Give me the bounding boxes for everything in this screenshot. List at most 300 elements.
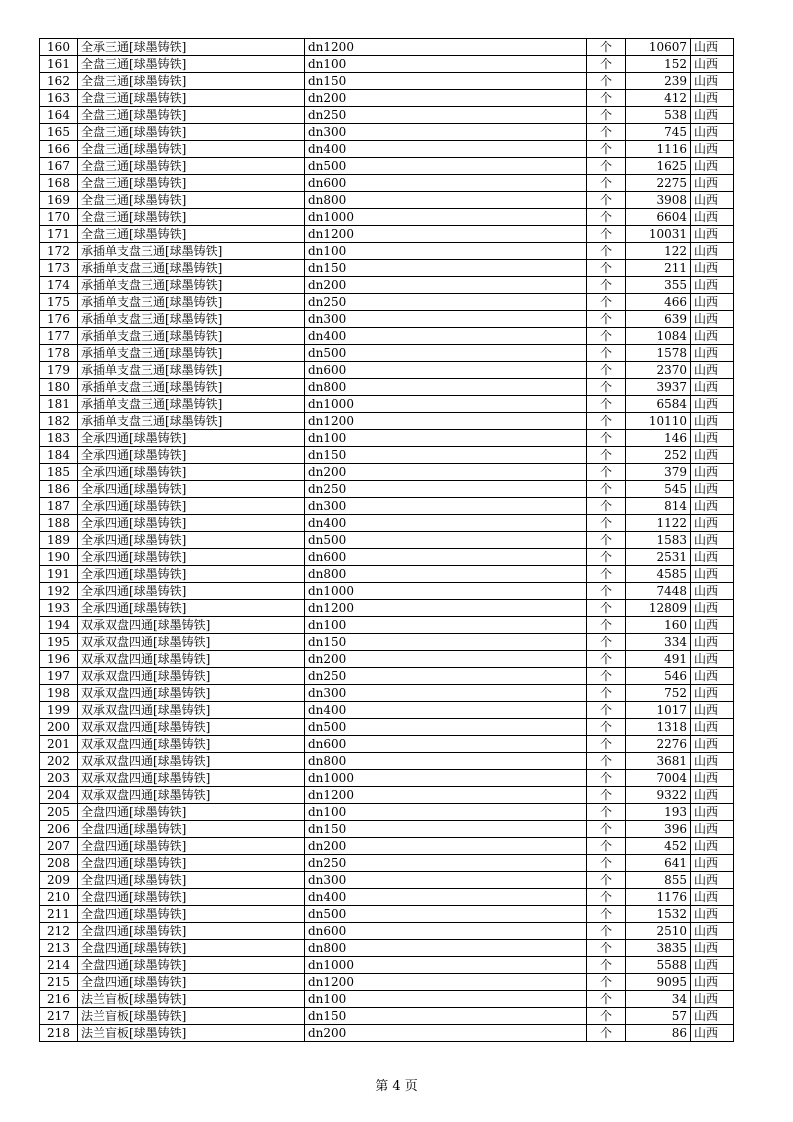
item-region: 山西 (691, 617, 734, 634)
item-unit: 个 (587, 668, 626, 685)
item-name: 承插单支盘三通[球墨铸铁] (78, 328, 305, 345)
item-region: 山西 (691, 226, 734, 243)
table-row (40, 855, 734, 872)
item-name: 双承双盘四通[球墨铸铁] (78, 702, 305, 719)
item-price: 7004 (626, 770, 691, 787)
item-unit: 个 (587, 889, 626, 906)
row-number: 203 (40, 770, 78, 787)
item-name: 全承四通[球墨铸铁] (78, 515, 305, 532)
row-number: 173 (40, 260, 78, 277)
item-unit: 个 (587, 124, 626, 141)
item-region: 山西 (691, 1025, 734, 1042)
item-unit: 个 (587, 260, 626, 277)
item-region: 山西 (691, 753, 734, 770)
item-unit: 个 (587, 940, 626, 957)
item-region: 山西 (691, 719, 734, 736)
item-region: 山西 (691, 56, 734, 73)
item-unit: 个 (587, 719, 626, 736)
row-number: 172 (40, 243, 78, 260)
table-row (40, 277, 734, 294)
row-number: 161 (40, 56, 78, 73)
item-region: 山西 (691, 566, 734, 583)
item-unit: 个 (587, 345, 626, 362)
item-spec: dn500 (305, 158, 587, 175)
item-price: 7448 (626, 583, 691, 600)
item-spec: dn800 (305, 379, 587, 396)
item-region: 山西 (691, 583, 734, 600)
item-region: 山西 (691, 855, 734, 872)
item-price: 9322 (626, 787, 691, 804)
item-unit: 个 (587, 685, 626, 702)
item-unit: 个 (587, 464, 626, 481)
item-unit: 个 (587, 906, 626, 923)
table-row (40, 124, 734, 141)
item-price: 3908 (626, 192, 691, 209)
table-row (40, 957, 734, 974)
row-number: 186 (40, 481, 78, 498)
item-spec: dn100 (305, 804, 587, 821)
item-price: 641 (626, 855, 691, 872)
row-number: 164 (40, 107, 78, 124)
item-unit: 个 (587, 838, 626, 855)
table-row (40, 889, 734, 906)
table-row (40, 481, 734, 498)
row-number: 217 (40, 1008, 78, 1025)
table-row (40, 872, 734, 889)
item-region: 山西 (691, 974, 734, 991)
item-spec: dn200 (305, 838, 587, 855)
item-region: 山西 (691, 328, 734, 345)
item-name: 承插单支盘三通[球墨铸铁] (78, 260, 305, 277)
row-number: 192 (40, 583, 78, 600)
item-unit: 个 (587, 362, 626, 379)
item-price: 1084 (626, 328, 691, 345)
row-number: 198 (40, 685, 78, 702)
table-row (40, 39, 734, 56)
item-spec: dn400 (305, 328, 587, 345)
item-name: 全盘三通[球墨铸铁] (78, 209, 305, 226)
item-spec: dn100 (305, 991, 587, 1008)
item-price: 9095 (626, 974, 691, 991)
item-unit: 个 (587, 651, 626, 668)
item-name: 承插单支盘三通[球墨铸铁] (78, 311, 305, 328)
item-name: 全盘三通[球墨铸铁] (78, 141, 305, 158)
row-number: 191 (40, 566, 78, 583)
item-spec: dn200 (305, 1025, 587, 1042)
item-unit: 个 (587, 328, 626, 345)
row-number: 167 (40, 158, 78, 175)
row-number: 171 (40, 226, 78, 243)
item-spec: dn400 (305, 889, 587, 906)
item-spec: dn800 (305, 940, 587, 957)
item-name: 全承四通[球墨铸铁] (78, 583, 305, 600)
item-unit: 个 (587, 141, 626, 158)
item-region: 山西 (691, 736, 734, 753)
table-row (40, 294, 734, 311)
item-price: 814 (626, 498, 691, 515)
table-row (40, 923, 734, 940)
item-spec: dn250 (305, 855, 587, 872)
table-row (40, 311, 734, 328)
item-name: 全盘三通[球墨铸铁] (78, 175, 305, 192)
item-name: 双承双盘四通[球墨铸铁] (78, 736, 305, 753)
item-region: 山西 (691, 175, 734, 192)
item-name: 双承双盘四通[球墨铸铁] (78, 685, 305, 702)
item-region: 山西 (691, 634, 734, 651)
item-price: 466 (626, 294, 691, 311)
row-number: 195 (40, 634, 78, 651)
table-row (40, 787, 734, 804)
item-spec: dn150 (305, 821, 587, 838)
item-price: 10110 (626, 413, 691, 430)
item-region: 山西 (691, 600, 734, 617)
row-number: 188 (40, 515, 78, 532)
row-number: 174 (40, 277, 78, 294)
table-row (40, 600, 734, 617)
item-spec: dn800 (305, 192, 587, 209)
item-price: 546 (626, 668, 691, 685)
item-price: 855 (626, 872, 691, 889)
item-unit: 个 (587, 787, 626, 804)
table-row (40, 549, 734, 566)
item-region: 山西 (691, 1008, 734, 1025)
item-spec: dn500 (305, 719, 587, 736)
item-unit: 个 (587, 175, 626, 192)
item-unit: 个 (587, 736, 626, 753)
item-price: 6584 (626, 396, 691, 413)
item-unit: 个 (587, 107, 626, 124)
item-price: 2510 (626, 923, 691, 940)
item-price: 1532 (626, 906, 691, 923)
item-name: 全承四通[球墨铸铁] (78, 566, 305, 583)
item-region: 山西 (691, 549, 734, 566)
item-region: 山西 (691, 651, 734, 668)
item-price: 538 (626, 107, 691, 124)
table-row (40, 141, 734, 158)
item-unit: 个 (587, 872, 626, 889)
item-unit: 个 (587, 294, 626, 311)
row-number: 196 (40, 651, 78, 668)
row-number: 199 (40, 702, 78, 719)
item-spec: dn1000 (305, 957, 587, 974)
item-price: 146 (626, 430, 691, 447)
item-price: 1116 (626, 141, 691, 158)
item-spec: dn600 (305, 923, 587, 940)
item-unit: 个 (587, 515, 626, 532)
item-unit: 个 (587, 923, 626, 940)
item-unit: 个 (587, 447, 626, 464)
table-row (40, 430, 734, 447)
page-number: 第 4 页 (375, 1079, 418, 1094)
row-number: 193 (40, 600, 78, 617)
item-region: 山西 (691, 991, 734, 1008)
item-name: 双承双盘四通[球墨铸铁] (78, 634, 305, 651)
item-name: 双承双盘四通[球墨铸铁] (78, 651, 305, 668)
table-row (40, 583, 734, 600)
item-region: 山西 (691, 396, 734, 413)
table-row (40, 906, 734, 923)
item-name: 全盘四通[球墨铸铁] (78, 855, 305, 872)
table-row (40, 974, 734, 991)
table-row (40, 753, 734, 770)
item-name: 双承双盘四通[球墨铸铁] (78, 617, 305, 634)
item-name: 承插单支盘三通[球墨铸铁] (78, 294, 305, 311)
table-row (40, 770, 734, 787)
item-region: 山西 (691, 957, 734, 974)
item-spec: dn200 (305, 651, 587, 668)
item-name: 承插单支盘三通[球墨铸铁] (78, 345, 305, 362)
item-name: 全盘四通[球墨铸铁] (78, 821, 305, 838)
item-region: 山西 (691, 481, 734, 498)
table-row (40, 379, 734, 396)
row-number: 209 (40, 872, 78, 889)
item-name: 承插单支盘三通[球墨铸铁] (78, 243, 305, 260)
item-price: 3681 (626, 753, 691, 770)
table-row (40, 1008, 734, 1025)
table-row (40, 498, 734, 515)
item-price: 6604 (626, 209, 691, 226)
item-name: 双承双盘四通[球墨铸铁] (78, 753, 305, 770)
table-row (40, 464, 734, 481)
item-name: 全承四通[球墨铸铁] (78, 447, 305, 464)
item-region: 山西 (691, 770, 734, 787)
item-name: 承插单支盘三通[球墨铸铁] (78, 396, 305, 413)
item-unit: 个 (587, 957, 626, 974)
item-unit: 个 (587, 209, 626, 226)
item-price: 491 (626, 651, 691, 668)
item-region: 山西 (691, 668, 734, 685)
item-name: 全承三通[球墨铸铁] (78, 39, 305, 56)
row-number: 187 (40, 498, 78, 515)
table-row (40, 617, 734, 634)
item-name: 全承四通[球墨铸铁] (78, 464, 305, 481)
item-name: 全盘三通[球墨铸铁] (78, 56, 305, 73)
table-row (40, 209, 734, 226)
item-unit: 个 (587, 481, 626, 498)
item-name: 双承双盘四通[球墨铸铁] (78, 668, 305, 685)
item-price: 152 (626, 56, 691, 73)
table-row (40, 243, 734, 260)
item-unit: 个 (587, 583, 626, 600)
table-row (40, 719, 734, 736)
item-region: 山西 (691, 277, 734, 294)
table-row (40, 668, 734, 685)
item-unit: 个 (587, 804, 626, 821)
item-unit: 个 (587, 39, 626, 56)
row-number: 218 (40, 1025, 78, 1042)
item-name: 双承双盘四通[球墨铸铁] (78, 787, 305, 804)
row-number: 178 (40, 345, 78, 362)
item-region: 山西 (691, 124, 734, 141)
item-name: 全盘四通[球墨铸铁] (78, 838, 305, 855)
item-spec: dn400 (305, 141, 587, 158)
item-unit: 个 (587, 1025, 626, 1042)
item-price: 2276 (626, 736, 691, 753)
item-unit: 个 (587, 277, 626, 294)
item-unit: 个 (587, 753, 626, 770)
item-unit: 个 (587, 413, 626, 430)
item-price: 2370 (626, 362, 691, 379)
item-name: 全承四通[球墨铸铁] (78, 532, 305, 549)
item-price: 10031 (626, 226, 691, 243)
item-name: 法兰盲板[球墨铸铁] (78, 1025, 305, 1042)
row-number: 190 (40, 549, 78, 566)
table-row (40, 821, 734, 838)
item-region: 山西 (691, 107, 734, 124)
item-spec: dn150 (305, 260, 587, 277)
item-spec: dn600 (305, 362, 587, 379)
item-spec: dn100 (305, 430, 587, 447)
row-number: 200 (40, 719, 78, 736)
table-row (40, 515, 734, 532)
item-spec: dn500 (305, 532, 587, 549)
item-spec: dn600 (305, 736, 587, 753)
item-spec: dn800 (305, 753, 587, 770)
item-price: 239 (626, 73, 691, 90)
table-body (40, 39, 734, 1042)
item-spec: dn1200 (305, 787, 587, 804)
item-price: 1017 (626, 702, 691, 719)
item-region: 山西 (691, 838, 734, 855)
item-region: 山西 (691, 685, 734, 702)
table-row (40, 736, 734, 753)
item-unit: 个 (587, 311, 626, 328)
item-region: 山西 (691, 90, 734, 107)
item-price: 1583 (626, 532, 691, 549)
item-spec: dn300 (305, 872, 587, 889)
table-row (40, 328, 734, 345)
row-number: 160 (40, 39, 78, 56)
item-region: 山西 (691, 447, 734, 464)
item-region: 山西 (691, 345, 734, 362)
row-number: 163 (40, 90, 78, 107)
item-spec: dn300 (305, 311, 587, 328)
item-name: 全盘四通[球墨铸铁] (78, 940, 305, 957)
item-unit: 个 (587, 702, 626, 719)
table-row (40, 362, 734, 379)
item-price: 1176 (626, 889, 691, 906)
item-spec: dn1000 (305, 209, 587, 226)
item-region: 山西 (691, 379, 734, 396)
item-name: 法兰盲板[球墨铸铁] (78, 1008, 305, 1025)
item-unit: 个 (587, 770, 626, 787)
row-number: 202 (40, 753, 78, 770)
item-spec: dn200 (305, 464, 587, 481)
item-unit: 个 (587, 600, 626, 617)
item-unit: 个 (587, 226, 626, 243)
item-price: 193 (626, 804, 691, 821)
table-row (40, 260, 734, 277)
table-row (40, 396, 734, 413)
row-number: 179 (40, 362, 78, 379)
item-unit: 个 (587, 56, 626, 73)
item-unit: 个 (587, 634, 626, 651)
item-price: 3835 (626, 940, 691, 957)
item-region: 山西 (691, 294, 734, 311)
item-region: 山西 (691, 787, 734, 804)
item-name: 全盘四通[球墨铸铁] (78, 923, 305, 940)
row-number: 215 (40, 974, 78, 991)
item-spec: dn1200 (305, 974, 587, 991)
item-region: 山西 (691, 804, 734, 821)
item-price: 10607 (626, 39, 691, 56)
item-price: 3937 (626, 379, 691, 396)
item-price: 355 (626, 277, 691, 294)
item-price: 211 (626, 260, 691, 277)
item-name: 全盘三通[球墨铸铁] (78, 90, 305, 107)
item-name: 全盘四通[球墨铸铁] (78, 974, 305, 991)
item-price: 1578 (626, 345, 691, 362)
item-name: 双承双盘四通[球墨铸铁] (78, 719, 305, 736)
item-name: 承插单支盘三通[球墨铸铁] (78, 379, 305, 396)
item-region: 山西 (691, 141, 734, 158)
row-number: 212 (40, 923, 78, 940)
item-region: 山西 (691, 889, 734, 906)
item-unit: 个 (587, 532, 626, 549)
table-row (40, 651, 734, 668)
item-name: 全盘四通[球墨铸铁] (78, 804, 305, 821)
item-name: 全盘四通[球墨铸铁] (78, 872, 305, 889)
item-region: 山西 (691, 362, 734, 379)
item-spec: dn150 (305, 1008, 587, 1025)
row-number: 183 (40, 430, 78, 447)
item-region: 山西 (691, 940, 734, 957)
row-number: 207 (40, 838, 78, 855)
row-number: 162 (40, 73, 78, 90)
table-row (40, 107, 734, 124)
item-unit: 个 (587, 974, 626, 991)
item-region: 山西 (691, 430, 734, 447)
item-spec: dn300 (305, 498, 587, 515)
item-price: 452 (626, 838, 691, 855)
row-number: 214 (40, 957, 78, 974)
item-spec: dn1200 (305, 39, 587, 56)
item-spec: dn600 (305, 549, 587, 566)
item-spec: dn1000 (305, 770, 587, 787)
row-number: 185 (40, 464, 78, 481)
item-price: 160 (626, 617, 691, 634)
row-number: 168 (40, 175, 78, 192)
item-unit: 个 (587, 430, 626, 447)
item-price: 1318 (626, 719, 691, 736)
item-name: 全承四通[球墨铸铁] (78, 549, 305, 566)
item-price: 34 (626, 991, 691, 1008)
item-spec: dn1000 (305, 583, 587, 600)
item-spec: dn800 (305, 566, 587, 583)
item-spec: dn300 (305, 685, 587, 702)
item-unit: 个 (587, 73, 626, 90)
table-row (40, 702, 734, 719)
table-row (40, 1025, 734, 1042)
item-region: 山西 (691, 821, 734, 838)
row-number: 208 (40, 855, 78, 872)
table-row (40, 804, 734, 821)
item-region: 山西 (691, 872, 734, 889)
item-name: 全盘三通[球墨铸铁] (78, 226, 305, 243)
item-price: 4585 (626, 566, 691, 583)
row-number: 204 (40, 787, 78, 804)
row-number: 182 (40, 413, 78, 430)
row-number: 210 (40, 889, 78, 906)
item-name: 双承双盘四通[球墨铸铁] (78, 770, 305, 787)
row-number: 165 (40, 124, 78, 141)
item-region: 山西 (691, 515, 734, 532)
item-region: 山西 (691, 464, 734, 481)
item-name: 全盘四通[球墨铸铁] (78, 889, 305, 906)
item-spec: dn600 (305, 175, 587, 192)
item-name: 承插单支盘三通[球墨铸铁] (78, 413, 305, 430)
item-name: 法兰盲板[球墨铸铁] (78, 991, 305, 1008)
